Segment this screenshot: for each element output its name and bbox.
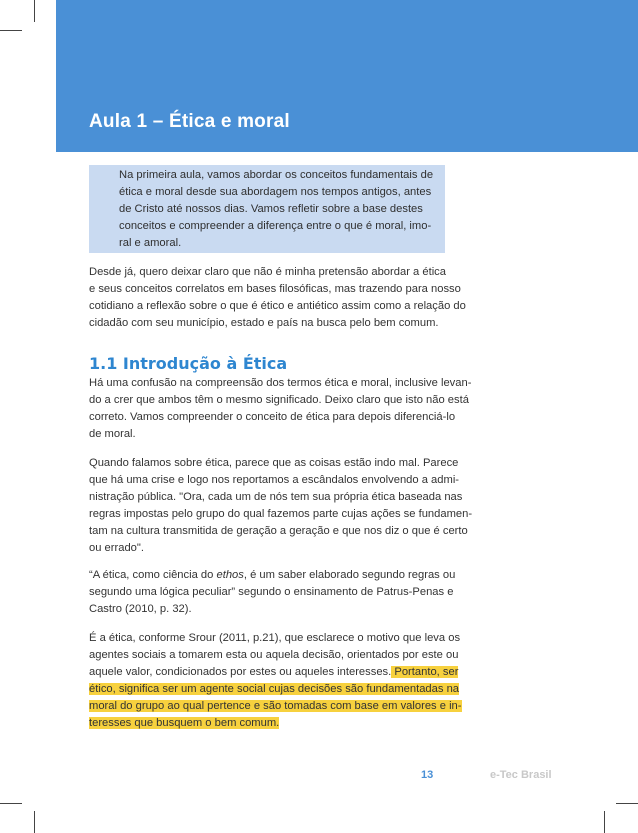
intro-line: Desde já, quero deixar claro que não é minha pretensão abordar a ética xyxy=(89,266,446,278)
crop-mark xyxy=(0,30,22,31)
quote-line: Castro (2010, p. 32). xyxy=(89,603,192,615)
intro-line: cotidiano a reflexão sobre o que é ético e antiético assim como a relação do xyxy=(89,300,466,312)
crop-mark xyxy=(616,803,638,804)
highlighted-text: moral do grupo ao qual pertence e são tomadas com base em valores e in- xyxy=(89,700,462,712)
footer-brand: e-Tec Brasil xyxy=(490,769,552,781)
paragraph-line: É a ética, conforme Srour (2011, p.21), que esclarece o motivo que leva os xyxy=(89,632,461,644)
summary-line: de Cristo até nossos dias. Vamos refletir sobre a base destes xyxy=(119,203,423,215)
paragraph-line: Quando falamos sobre ética, parece que as coisas estão indo mal. Parece xyxy=(89,457,459,469)
paragraph-line: agentes sociais a tomarem esta ou aquela decisão, orientados por este ou xyxy=(89,649,459,661)
crop-mark xyxy=(34,0,35,22)
summary-line: conceitos e compreender a diferença entre o que é moral, imo- xyxy=(119,220,432,232)
quote-emphasis: ethos xyxy=(216,569,244,581)
paragraph-line: do a crer que ambos têm o mesmo significado. Deixo claro que isto não está xyxy=(89,394,469,406)
paragraph-line xyxy=(89,715,446,732)
highlighted-text: Portanto, ser xyxy=(391,666,459,678)
paragraph-line: nistração pública. "Ora, cada um de nós tem sua própria ética baseada nas xyxy=(89,491,463,503)
paragraph-line: regras impostas pelo grupo do qual fazemos parte cujas ações se fundamen- xyxy=(89,508,473,520)
quote-text: “A ética, como ciência do xyxy=(89,569,217,581)
paragraph-line xyxy=(89,681,460,698)
quote-line: segundo uma lógica peculiar” segundo o ensinamento de Patrus-Penas e xyxy=(89,586,454,598)
summary-line: ral e amoral. xyxy=(119,237,182,249)
crop-mark xyxy=(604,811,605,833)
paragraph-line xyxy=(89,698,462,715)
highlighted-text: ético, significa ser um agente social cujas decisões são fundamentadas na xyxy=(89,683,460,695)
crop-mark xyxy=(34,811,35,833)
page-number: 13 xyxy=(421,769,434,781)
quote-line xyxy=(89,567,456,584)
quote-text: , é um saber elaborado segundo regras ou xyxy=(243,569,456,581)
paragraph-line: tam na cultura transmitida de geração a geração e que nos diz o que é certo xyxy=(89,525,468,537)
section-title: 1.1 Introdução à Ética xyxy=(89,354,288,373)
intro-line: e seus conceitos correlatos em bases filosóficas, mas trazendo para nosso xyxy=(89,283,461,295)
summary-box xyxy=(89,165,445,253)
paragraph-line xyxy=(89,664,459,681)
crop-mark xyxy=(0,803,22,804)
paragraph-text: aquele valor, condicionados por estes ou aqueles interesses. xyxy=(89,666,392,678)
summary-line: Na primeira aula, vamos abordar os conceitos fundamentais de xyxy=(119,169,434,181)
highlighted-text: teresses que busquem o bem comum. xyxy=(89,717,280,729)
paragraph-line: Há uma confusão na compreensão dos termos ética e moral, inclusive levan- xyxy=(89,377,472,389)
chapter-title: Aula 1 – Ética e moral xyxy=(89,111,290,132)
paragraph-line: que há uma crise e logo nos reportamos a escândalos envolvendo a admi- xyxy=(89,474,460,486)
paragraph-line: ou errado". xyxy=(89,542,144,554)
paragraph-line: correto. Vamos compreender o conceito de ética para depois diferenciá-lo xyxy=(89,411,456,423)
paragraph-line: de moral. xyxy=(89,428,136,440)
intro-line: cidadão com seu município, estado e país na busca pelo bem comum. xyxy=(89,317,439,329)
summary-line: ética e moral desde sua abordagem nos tempos antigos, antes xyxy=(119,186,432,198)
